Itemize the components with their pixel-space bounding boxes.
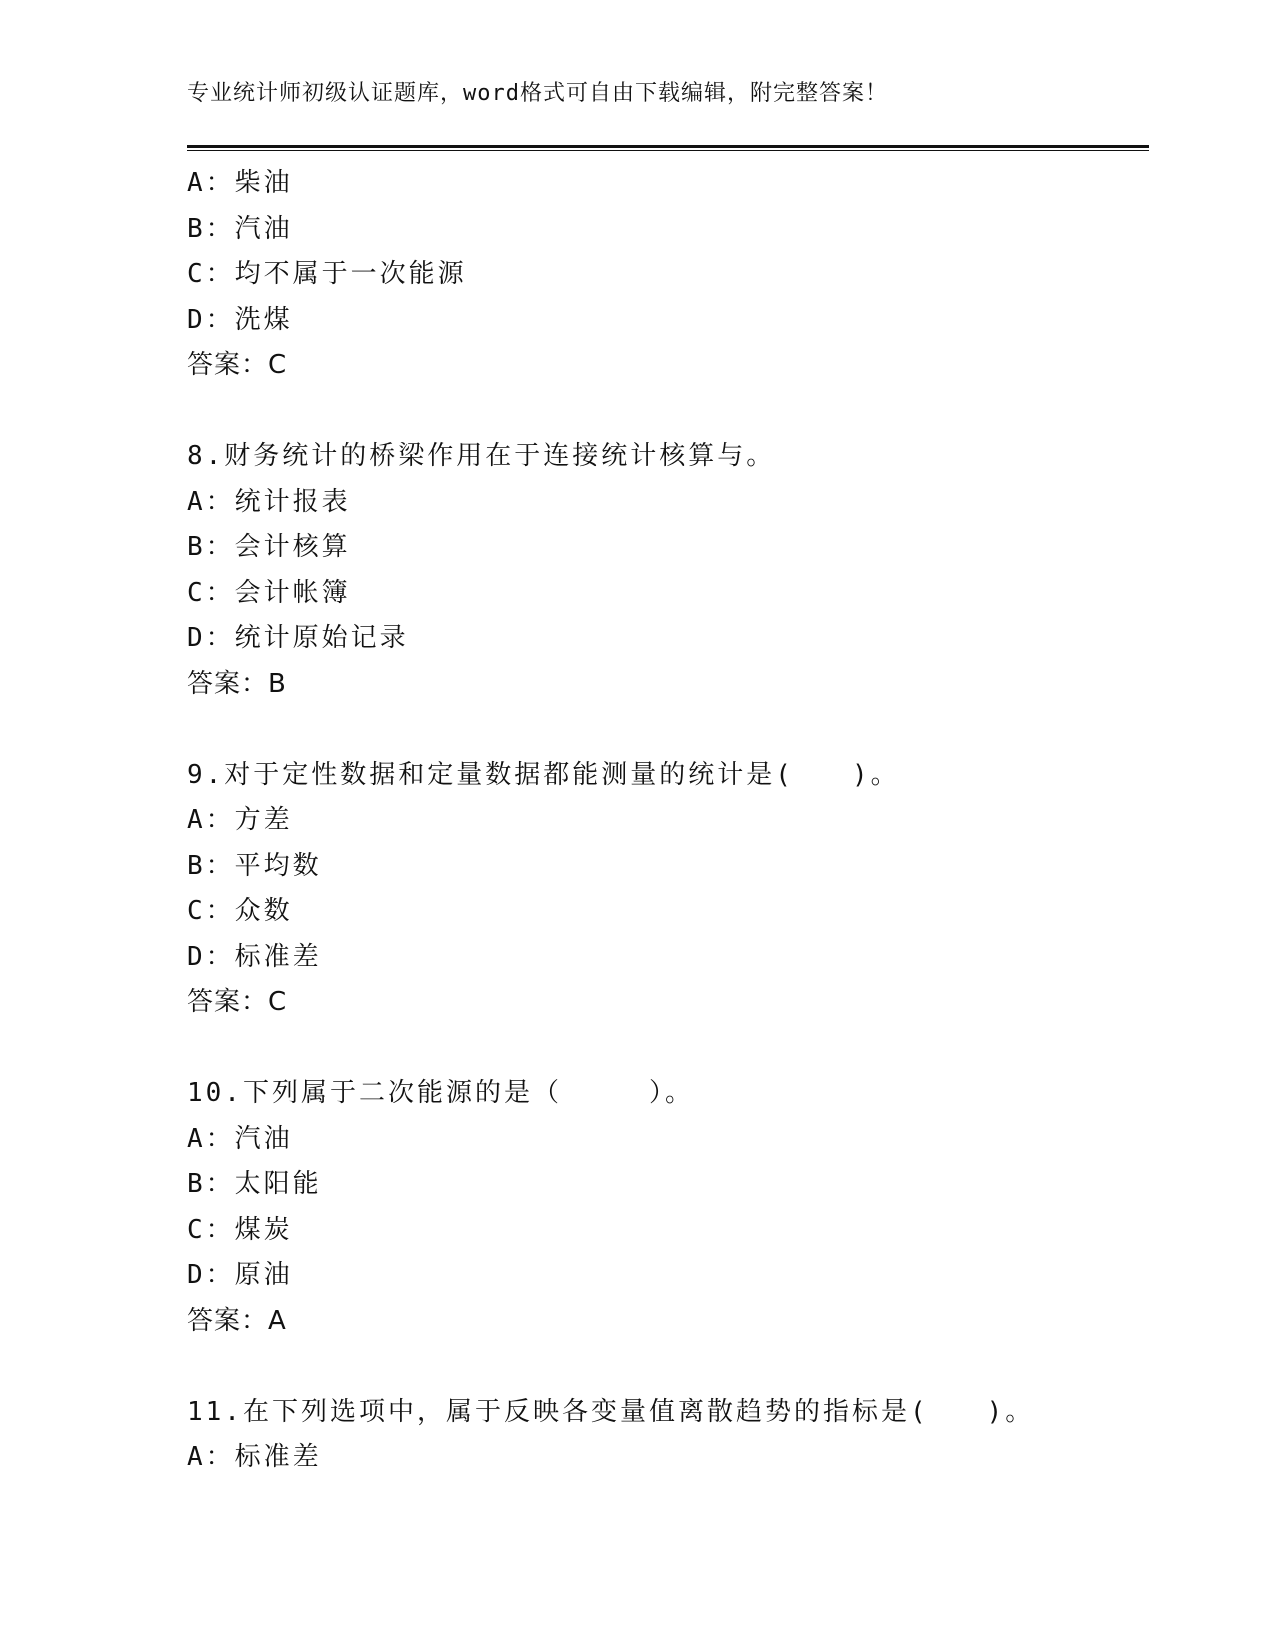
option-a: A：标准差 <box>187 1442 322 1472</box>
question-stem: 9.对于定性数据和定量数据都能测量的统计是( )。 <box>187 759 900 790</box>
answer-line: 答案：C <box>187 350 288 380</box>
page-header: 专业统计师初级认证题库，word格式可自由下载编辑，附完整答案！ <box>187 81 888 106</box>
option-b: B：会计核算 <box>187 532 351 562</box>
spacer <box>187 1026 1149 1072</box>
spacer <box>187 707 1149 753</box>
question-block <box>187 1390 1149 1481</box>
answer-line: 答案：A <box>187 1305 287 1336</box>
option-b: B：平均数 <box>187 850 322 881</box>
spacer <box>187 1344 1149 1390</box>
option-a: A：柴油 <box>187 168 293 198</box>
question-block <box>187 161 1149 389</box>
question-list <box>187 161 1149 1481</box>
spacer <box>187 389 1149 435</box>
option-c: C：煤炭 <box>187 1214 293 1245</box>
option-a: A：方差 <box>187 805 293 835</box>
header-rule-thin <box>187 150 1149 151</box>
question-block <box>187 753 1149 1026</box>
option-d: D：原油 <box>187 1260 293 1290</box>
answer-line: 答案：C <box>187 987 288 1017</box>
option-b: B：太阳能 <box>187 1169 322 1199</box>
question-stem: 8.财务统计的桥梁作用在于连接统计核算与。 <box>187 441 776 471</box>
question-stem: 11.在下列选项中，属于反映各变量值离散趋势的指标是( )。 <box>187 1396 1035 1427</box>
option-d: D：标准差 <box>187 941 322 972</box>
option-a: A：汽油 <box>187 1123 293 1154</box>
question-block <box>187 1071 1149 1344</box>
option-c: C：均不属于一次能源 <box>187 259 467 289</box>
option-d: D：洗煤 <box>187 304 293 335</box>
question-stem: 10.下列属于二次能源的是（ ）。 <box>187 1078 694 1108</box>
option-a: A：统计报表 <box>187 486 351 517</box>
question-block <box>187 434 1149 707</box>
option-c: C：会计帐簿 <box>187 577 351 608</box>
option-c: C：众数 <box>187 896 293 926</box>
option-b: B：汽油 <box>187 213 293 244</box>
option-d: D：统计原始记录 <box>187 623 409 653</box>
answer-line: 答案：B <box>187 668 287 699</box>
header-rule-thick <box>187 145 1149 148</box>
